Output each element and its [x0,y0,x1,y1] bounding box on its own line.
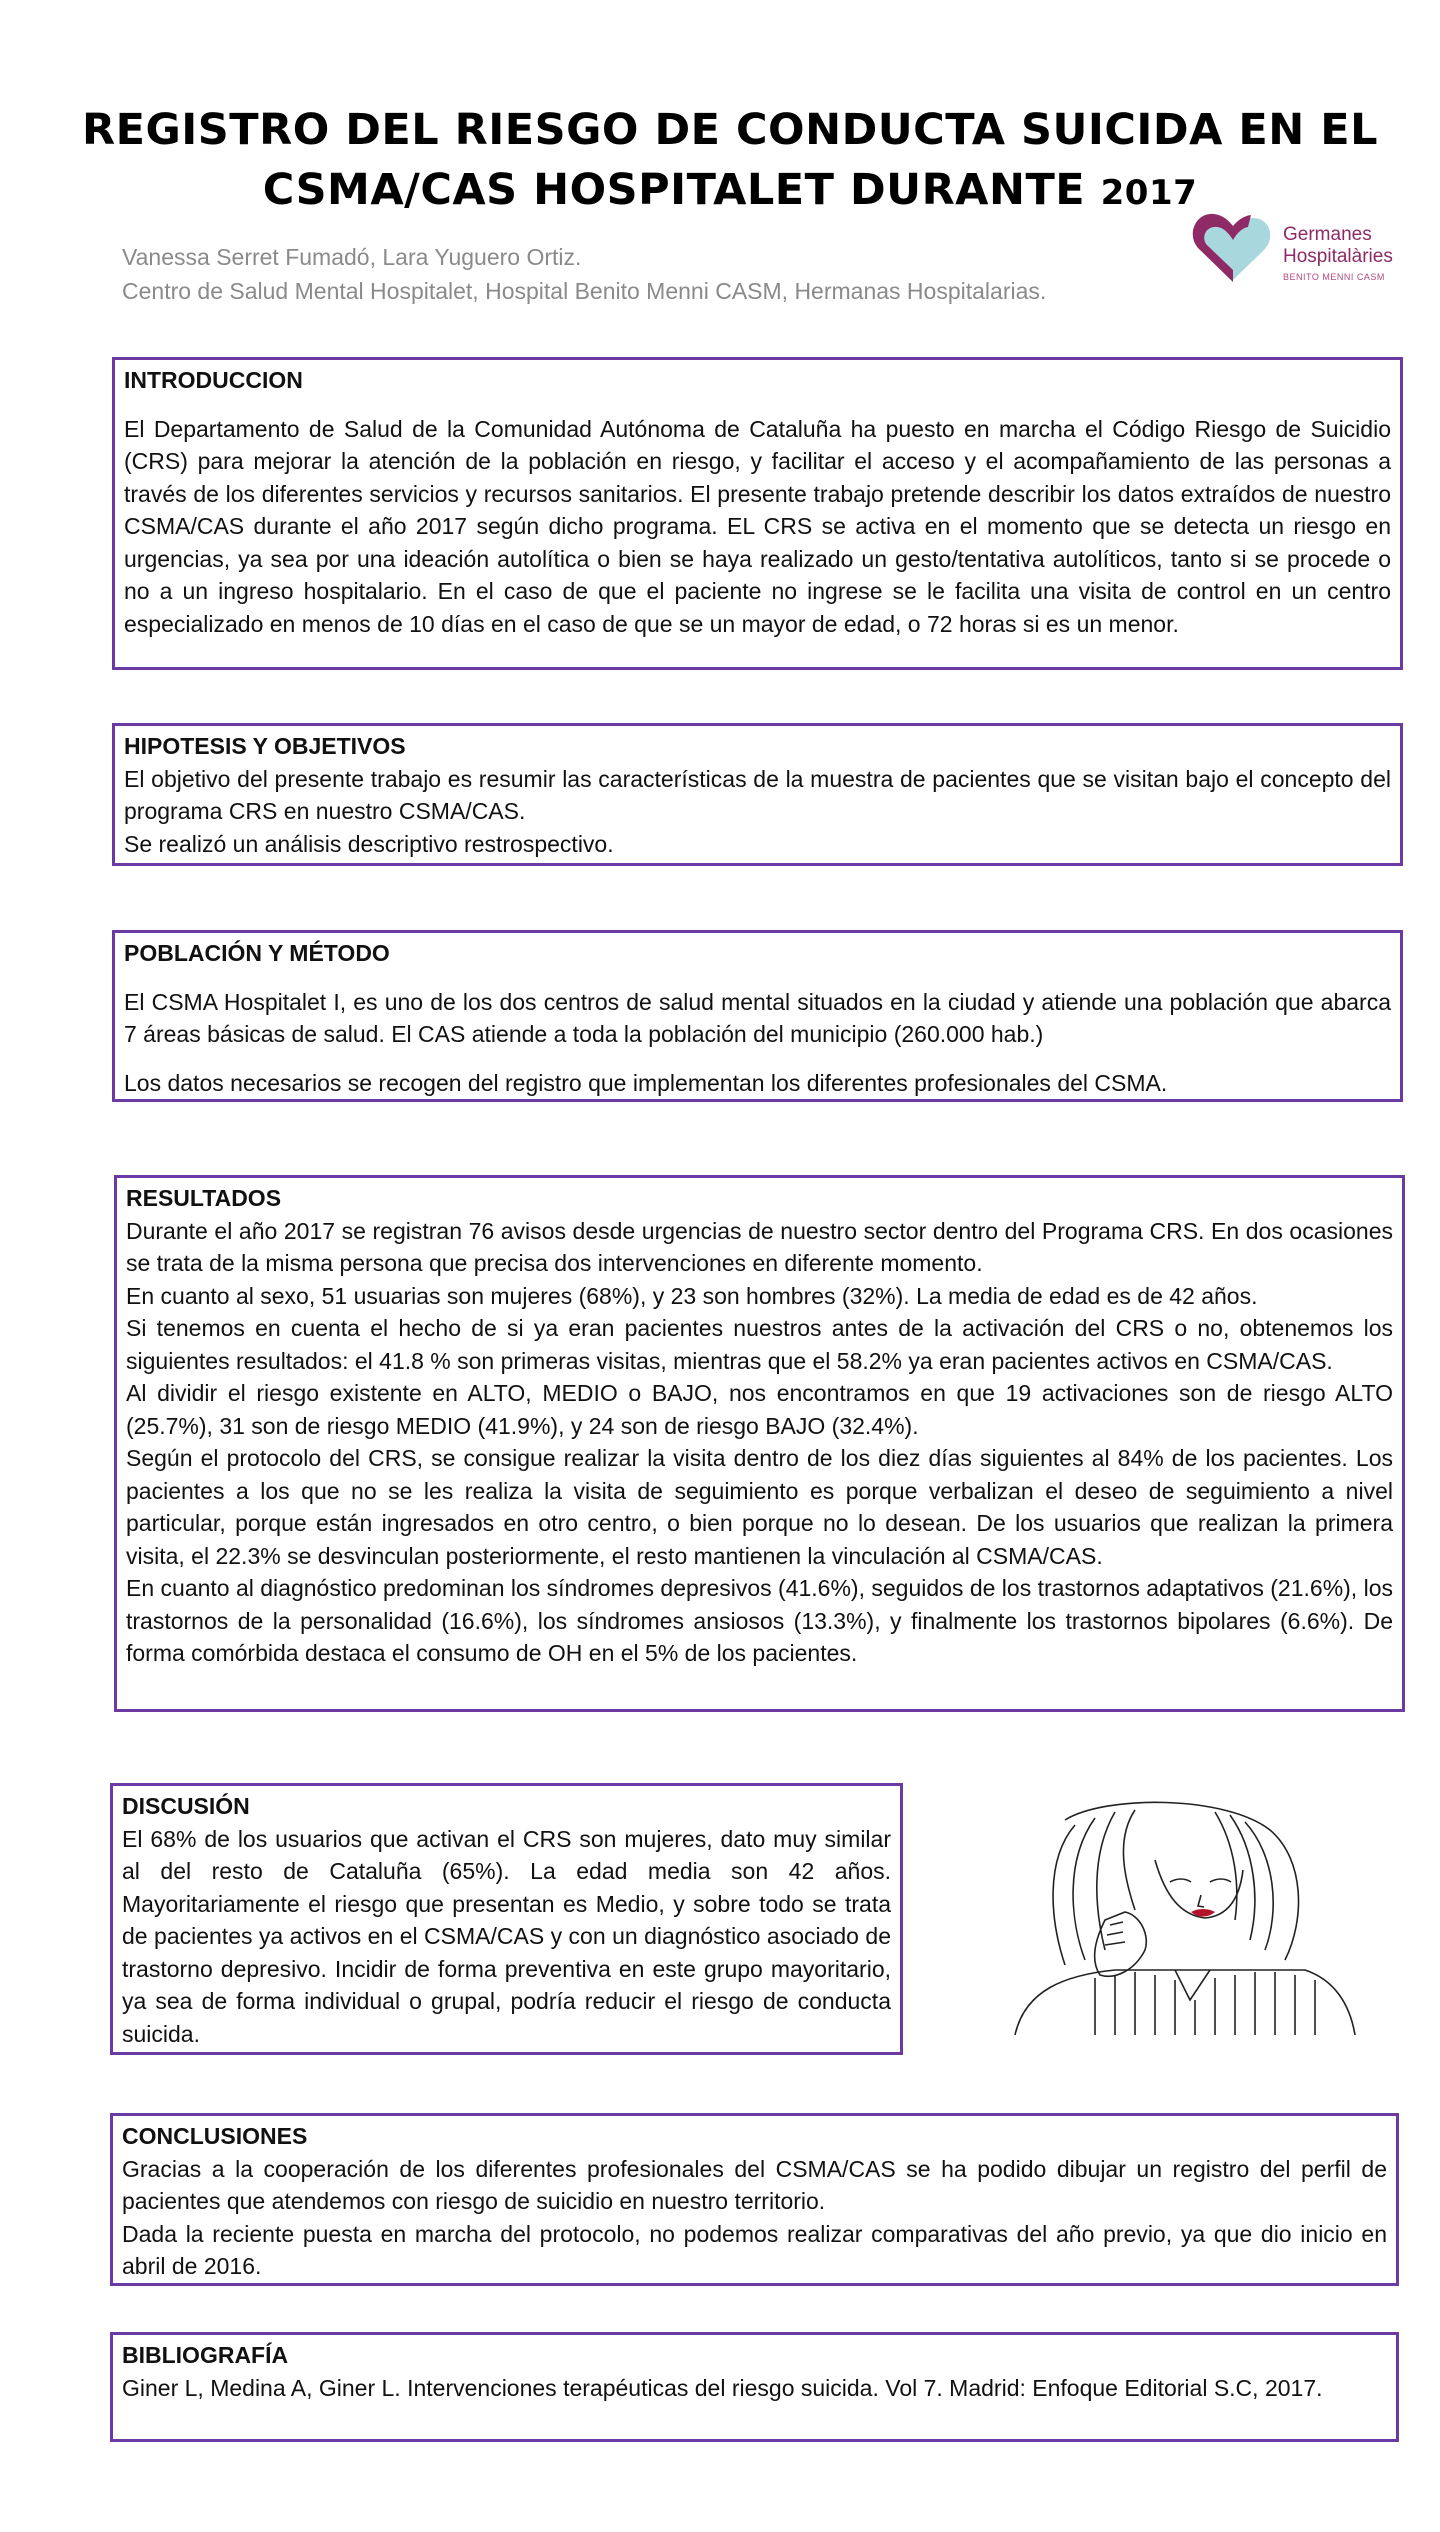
poblacion-section [112,930,1403,1102]
logo-line-3: BENITO MENNI CASM [1283,272,1385,282]
conclusiones-section [110,2113,1399,2286]
section-paragraph: Se realizó un análisis descriptivo restrospectivo. [124,830,614,857]
title-line-1: REGISTRO DEL RIESGO DE CONDUCTA SUICIDA EN EL [82,105,1378,155]
section-paragraph: En cuanto al sexo, 51 usuarias son mujeres (68%), y 23 son hombres (32%). La media de edad es de 42 años. [126,1282,1258,1309]
intro-section [112,357,1403,670]
section-heading: POBLACIÓN Y MÉTODO [124,940,390,966]
section-heading: HIPOTESIS Y OBJETIVOS [124,733,406,759]
section-heading: DISCUSIÓN [122,1793,250,1819]
title-year: 2017 [1100,173,1198,213]
authors-block [122,240,1046,308]
resultados-section [114,1175,1405,1712]
section-paragraph: El objetivo del presente trabajo es resumir las características de la muestra de pacientes que se visitan bajo el concepto del programa CRS en nuestro CSMA/CAS. [124,765,1391,824]
section-heading: INTRODUCCION [124,367,303,393]
section-paragraph: Si tenemos en cuenta el hecho de si ya eran pacientes nuestros antes de la activación del CRS o no, obtenemos los siguientes resultados: el 41.8 % son primeras visitas, mientras que el 58.2% ya eran pacientes activos en CSMA/CAS. [126,1315,1393,1374]
woman-illustration [1005,1800,1360,2035]
section-body: El Departamento de Salud de la Comunidad Autónoma de Cataluña ha puesto en marcha el Código Riesgo de Suicidio (CRS) para mejorar la atención de la población en riesgo, y facilitar el acceso y el acompañamiento de las personas a través de los diferentes servicios y recursos sanitarios. El presente trabajo pretende describir los datos extraídos de nuestro CSMA/CAS durante el año 2017 según dicho programa. EL CRS se activa en el momento que se detecta un riesgo en urgencias, ya sea por una ideación autolítica o bien se haya realizado un gesto/tentativa autolíticos, tanto si se procede o no a un ingreso hospitalario. En el caso de que el paciente no ingrese se le facilita una visita de control en un centro especializado en menos de 10 días en el caso de que se un mayor de edad, o 72 horas si es un menor. [124,415,1391,637]
distressed-woman-icon [1005,1800,1360,2035]
section-paragraph: Dada la reciente puesta en marcha del protocolo, no podemos realizar comparativas del año previo, ya que dio inicio en abril de 2016. [122,2220,1387,2279]
heart-logo-icon [1188,210,1278,290]
logo-line-2: Hospitalàries [1283,246,1393,267]
section-heading: RESULTADOS [126,1185,282,1211]
section-paragraph: En cuanto al diagnóstico predominan los síndromes depresivos (41.6%), seguidos de los trastornos adaptativos (21.6%), los trastornos de la personalidad (16.6%), los síndromes ansiosos (13.3%), y finalmente los trastornos bipolares (6.6%). De forma comórbida destaca el consumo de OH en el 5% de los pacientes. [126,1575,1393,1666]
section-heading: CONCLUSIONES [122,2123,308,2149]
logo-line-1: Germanes [1283,224,1372,245]
author-names: Vanessa Serret Fumadó, Lara Yuguero Ortiz. [122,244,582,270]
section-paragraph: Gracias a la cooperación de los diferentes profesionales del CSMA/CAS se ha podido dibujar un registro del perfil de pacientes que atendemos con riesgo de suicidio en nuestro territorio. [122,2155,1387,2214]
section-paragraph: Al dividir el riesgo existente en ALTO, MEDIO o BAJO, nos encontramos en que 19 activaciones son de riesgo ALTO (25.7%), 31 son de riesgo MEDIO (41.9%), y 24 son de riesgo BAJO (32.4%). [126,1380,1393,1439]
title-line-2: CSMA/CAS HOSPITALET DURANTE 2017 [262,165,1198,215]
section-body: Giner L, Medina A, Giner L. Intervenciones terapéuticas del riesgo suicida. Vol 7. Madrid: Enfoque Editorial S.C, 2017. [122,2374,1323,2401]
section-paragraph: Durante el año 2017 se registran 76 avisos desde urgencias de nuestro sector dentro del Programa CRS. En dos ocasiones se trata de la misma persona que precisa dos intervenciones en diferente momento. [126,1217,1393,1276]
section-paragraph: Según el protocolo del CRS, se consigue realizar la visita dentro de los diez días siguientes al 84% de los pacientes. Los pacientes a los que no se les realiza la visita de seguimiento es porque verbalizan el deseo de seguimiento a nivel particular, porque están ingresados en otro centro, o bien porque no lo desean. De los usuarios que realizan la primera visita, el 22.3% se desvinculan posteriormente, el resto mantienen la vinculación al CSMA/CAS. [126,1445,1393,1569]
hipotesis-section [112,723,1403,866]
section-paragraph: Los datos necesarios se recogen del registro que implementan los diferentes profesionales del CSMA. [124,1069,1168,1096]
section-body: El 68% de los usuarios que activan el CRS son mujeres, dato muy similar al del resto de Cataluña (65%). La edad media son 42 años. Mayoritariamente el riesgo que presentan es Medio, y sobre todo se trata de pacientes ya activos en el CSMA/CAS y con un diagnóstico asociado de trastorno depresivo. Incidir de forma preventiva en este grupo mayoritario, ya sea de forma individual o grupal, podría reducir el riesgo de conducta suicida. [122,1825,891,2047]
author-affiliation: Centro de Salud Mental Hospitalet, Hospital Benito Menni CASM, Hermanas Hospitalarias. [122,278,1047,304]
discusion-section [110,1783,903,2055]
section-heading: BIBLIOGRAFÍA [122,2342,289,2368]
germanes-hospitalaries-logo [1188,210,1418,290]
bibliografia-section [110,2332,1399,2442]
poster-title [80,100,1380,223]
section-paragraph: El CSMA Hospitalet I, es uno de los dos centros de salud mental situados en la ciudad y atiende una población que abarca 7 áreas básicas de salud. El CAS atiende a toda la población del municipio (260.000 hab.) [124,988,1391,1047]
